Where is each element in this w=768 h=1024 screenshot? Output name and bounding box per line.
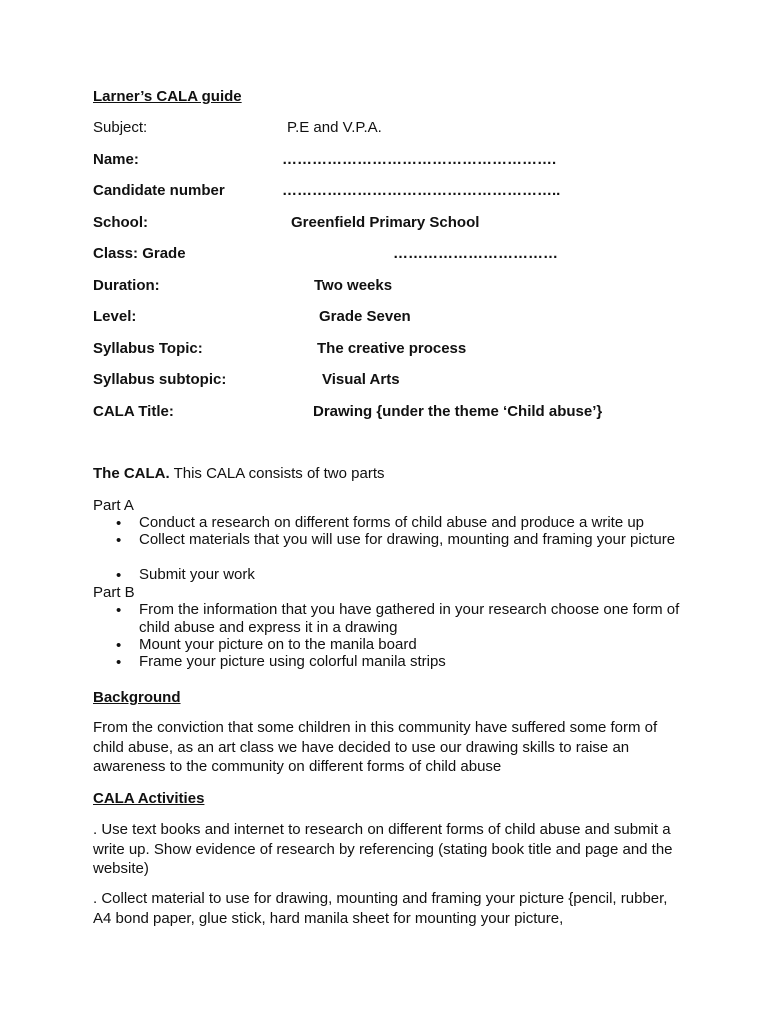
part-b-item: From the information that you have gathered in your research choose one form of child abuse and express it in a drawing (139, 601, 680, 636)
document-title: Larner’s CALA guide (93, 88, 242, 105)
cala-intro-lead: The CALA. (93, 465, 170, 482)
bullet-marker: • (116, 515, 122, 532)
bullet-marker: • (116, 532, 122, 549)
bullet-marker: • (116, 567, 122, 584)
activity-item: . Use text books and internet to research on different forms of child abuse and submit a write up. Show evidence of research by referencing (stating book title and page and the website) (93, 821, 673, 877)
field-value-subject: P.E and V.P.A. (287, 119, 382, 136)
bullet-marker: • (116, 637, 122, 654)
part-a-item: Conduct a research on different forms of child abuse and produce a write up (139, 514, 645, 531)
field-label-syllabus-subtopic: Syllabus subtopic: (93, 371, 227, 388)
field-value-candidate-number: ……………………………………………….. (282, 182, 561, 199)
field-value-syllabus-topic: The creative process (317, 340, 467, 357)
part-a-label: Part A (93, 497, 134, 514)
field-value-cala-title: Drawing {under the theme ‘Child abuse’} (313, 403, 603, 420)
field-value-class: …………………………… (393, 245, 558, 262)
background-heading: Background (93, 689, 181, 706)
field-value-name: ………………………………………………. (282, 151, 557, 168)
field-label-class: Class: Grade (93, 245, 186, 262)
field-value-syllabus-subtopic: Visual Arts (322, 371, 400, 388)
activity-item: . Collect material to use for drawing, mounting and framing your picture {pencil, rubber, A4 bond paper, glue stick, hard manila sheet for mounting your picture, (93, 890, 668, 927)
field-label-syllabus-topic: Syllabus Topic: (93, 340, 203, 357)
field-label-subject: Subject: (93, 119, 148, 136)
part-b-label: Part B (93, 584, 135, 601)
field-label-candidate-number: Candidate number (93, 182, 225, 199)
cala-intro (93, 464, 384, 483)
field-value-school: Greenfield Primary School (291, 214, 480, 231)
part-b-item: Mount your picture on to the manila board (139, 636, 417, 653)
part-b-item: Frame your picture using colorful manila strips (139, 653, 446, 670)
field-label-duration: Duration: (93, 277, 160, 294)
field-value-level: Grade Seven (319, 308, 411, 325)
field-value-duration: Two weeks (314, 277, 393, 294)
field-label-level: Level: (93, 308, 137, 325)
field-label-school: School: (93, 214, 148, 231)
bullet-marker: • (116, 654, 122, 671)
bullet-marker: • (116, 602, 122, 619)
part-a-item: Submit your work (139, 566, 255, 583)
field-label-name: Name: (93, 151, 139, 168)
field-label-cala-title: CALA Title: (93, 403, 174, 420)
background-paragraph: From the conviction that some children in this community have suffered some form of child abuse, as an art class we have decided to use our drawing skills to raise an awareness to the community on different forms of child abuse (93, 719, 658, 775)
part-a-item: Collect materials that you will use for drawing, mounting and framing your picture (139, 531, 676, 548)
cala-intro-text: This CALA consists of two parts (169, 465, 385, 482)
activities-heading: CALA Activities (93, 790, 205, 807)
